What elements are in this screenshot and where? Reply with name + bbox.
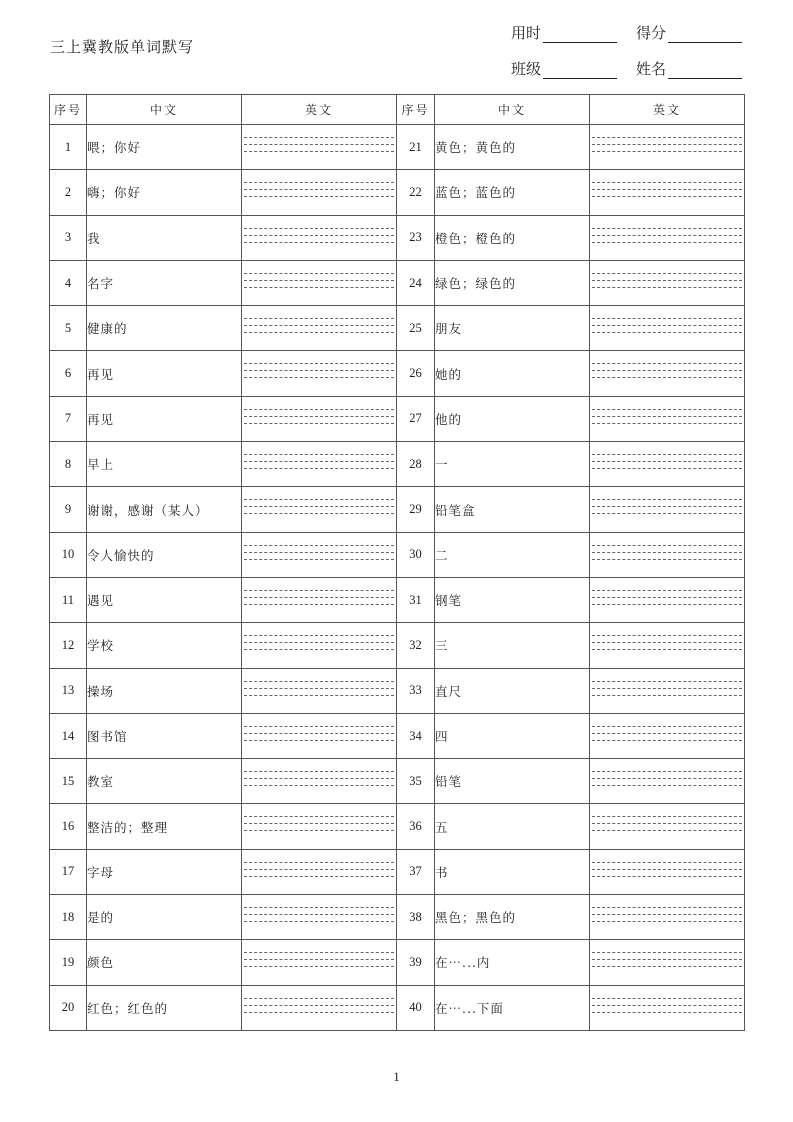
writing-guide-line xyxy=(592,823,742,824)
writing-guide-line xyxy=(592,332,742,333)
chinese-word: 铅笔盒 xyxy=(435,487,590,532)
writing-guide-line xyxy=(592,952,742,953)
worksheet-title: 三上冀教版单词默写 xyxy=(50,38,195,56)
writing-guide-line xyxy=(244,876,394,877)
row-number: 2 xyxy=(50,170,87,215)
row-number: 16 xyxy=(50,804,87,849)
writing-guide-line xyxy=(592,816,742,817)
row-number: 18 xyxy=(50,895,87,940)
writing-guide-line xyxy=(592,318,742,319)
writing-guide-line xyxy=(592,635,742,636)
english-answer-blank[interactable] xyxy=(242,577,397,622)
time-blank[interactable] xyxy=(543,24,617,43)
writing-guide-line xyxy=(592,830,742,831)
chinese-word: 名字 xyxy=(87,260,242,305)
writing-guide-line xyxy=(592,273,742,274)
chinese-word: 直尺 xyxy=(435,668,590,713)
table-row xyxy=(50,849,745,894)
writing-guide-line xyxy=(244,332,394,333)
writing-guide-line xyxy=(592,921,742,922)
writing-guide-line xyxy=(244,189,394,190)
name-field xyxy=(636,58,742,79)
writing-guide-line xyxy=(244,513,394,514)
table-row xyxy=(50,170,745,215)
row-number: 17 xyxy=(50,849,87,894)
english-answer-blank[interactable] xyxy=(590,940,745,985)
column-header-chinese: 中文 xyxy=(87,95,242,125)
table-row xyxy=(50,125,745,170)
writing-guide-line xyxy=(244,681,394,682)
score-label: 得分 xyxy=(636,24,667,42)
chinese-word: 学校 xyxy=(87,623,242,668)
table-row xyxy=(50,713,745,758)
row-number: 34 xyxy=(397,713,435,758)
writing-guide-line xyxy=(592,1005,742,1006)
chinese-word: 整洁的；整理 xyxy=(87,804,242,849)
writing-guide-line xyxy=(592,461,742,462)
chinese-word: 钢笔 xyxy=(435,577,590,622)
english-answer-blank[interactable] xyxy=(242,125,397,170)
writing-guide-line xyxy=(244,952,394,953)
chinese-word: 她的 xyxy=(435,351,590,396)
writing-guide-line xyxy=(244,280,394,281)
table-row xyxy=(50,306,745,351)
column-header-english: 英文 xyxy=(590,95,745,125)
writing-guide-line xyxy=(244,545,394,546)
writing-guide-line xyxy=(244,740,394,741)
row-number: 33 xyxy=(397,668,435,713)
writing-guide-line xyxy=(592,228,742,229)
row-number: 21 xyxy=(397,125,435,170)
column-header-english: 英文 xyxy=(242,95,397,125)
english-answer-blank[interactable] xyxy=(590,260,745,305)
name-blank[interactable] xyxy=(668,60,742,79)
english-answer-blank[interactable] xyxy=(590,985,745,1030)
english-answer-blank[interactable] xyxy=(242,849,397,894)
chinese-word: 在⋯...下面 xyxy=(435,985,590,1030)
english-answer-blank[interactable] xyxy=(242,306,397,351)
row-number: 28 xyxy=(397,442,435,487)
row-number: 23 xyxy=(397,215,435,260)
writing-guide-line xyxy=(244,318,394,319)
writing-guide-line xyxy=(592,740,742,741)
row-number: 22 xyxy=(397,170,435,215)
english-answer-blank[interactable] xyxy=(590,623,745,668)
writing-guide-line xyxy=(244,966,394,967)
writing-guide-line xyxy=(244,778,394,779)
chinese-word: 四 xyxy=(435,713,590,758)
writing-guide-line xyxy=(244,325,394,326)
writing-guide-line xyxy=(592,771,742,772)
vocabulary-table xyxy=(49,94,745,1031)
row-number: 8 xyxy=(50,442,87,487)
row-number: 37 xyxy=(397,849,435,894)
table-row xyxy=(50,351,745,396)
writing-guide-line xyxy=(244,635,394,636)
table-row xyxy=(50,895,745,940)
column-header-number: 序号 xyxy=(397,95,435,125)
row-number: 11 xyxy=(50,577,87,622)
row-number: 20 xyxy=(50,985,87,1030)
writing-guide-line xyxy=(244,363,394,364)
english-answer-blank[interactable] xyxy=(242,351,397,396)
writing-guide-line xyxy=(244,151,394,152)
writing-guide-line xyxy=(592,182,742,183)
writing-guide-line xyxy=(244,416,394,417)
chinese-word: 橙色；橙色的 xyxy=(435,215,590,260)
table-row xyxy=(50,442,745,487)
table-row xyxy=(50,577,745,622)
score-field xyxy=(636,22,742,43)
table-row xyxy=(50,215,745,260)
writing-guide-line xyxy=(244,499,394,500)
chinese-word: 铅笔 xyxy=(435,759,590,804)
chinese-word: 他的 xyxy=(435,396,590,441)
english-answer-blank[interactable] xyxy=(242,170,397,215)
writing-guide-line xyxy=(592,377,742,378)
row-number: 19 xyxy=(50,940,87,985)
english-answer-blank[interactable] xyxy=(242,260,397,305)
chinese-word: 再见 xyxy=(87,351,242,396)
writing-guide-line xyxy=(592,726,742,727)
writing-guide-line xyxy=(244,921,394,922)
chinese-word: 我 xyxy=(87,215,242,260)
writing-guide-line xyxy=(244,590,394,591)
writing-guide-line xyxy=(244,597,394,598)
table-row xyxy=(50,985,745,1030)
table-row xyxy=(50,759,745,804)
row-number: 13 xyxy=(50,668,87,713)
english-answer-blank[interactable] xyxy=(242,215,397,260)
english-answer-blank[interactable] xyxy=(242,442,397,487)
english-answer-blank[interactable] xyxy=(590,351,745,396)
english-answer-blank[interactable] xyxy=(242,804,397,849)
chinese-word: 教室 xyxy=(87,759,242,804)
chinese-word: 五 xyxy=(435,804,590,849)
row-number: 14 xyxy=(50,713,87,758)
writing-guide-line xyxy=(244,862,394,863)
table-row xyxy=(50,260,745,305)
chinese-word: 二 xyxy=(435,532,590,577)
writing-guide-line xyxy=(244,461,394,462)
row-number: 9 xyxy=(50,487,87,532)
english-answer-blank[interactable] xyxy=(242,940,397,985)
english-answer-blank[interactable] xyxy=(590,849,745,894)
chinese-word: 喂；你好 xyxy=(87,125,242,170)
writing-guide-line xyxy=(244,409,394,410)
writing-guide-line xyxy=(244,816,394,817)
chinese-word: 图书馆 xyxy=(87,713,242,758)
writing-guide-line xyxy=(592,468,742,469)
chinese-word: 绿色；绿色的 xyxy=(435,260,590,305)
row-number: 26 xyxy=(397,351,435,396)
row-number: 10 xyxy=(50,532,87,577)
writing-guide-line xyxy=(244,235,394,236)
writing-guide-line xyxy=(592,151,742,152)
english-answer-blank[interactable] xyxy=(590,532,745,577)
writing-guide-line xyxy=(592,959,742,960)
chinese-word: 操场 xyxy=(87,668,242,713)
writing-guide-line xyxy=(592,235,742,236)
table-row xyxy=(50,487,745,532)
writing-guide-line xyxy=(592,416,742,417)
writing-guide-line xyxy=(244,559,394,560)
writing-guide-line xyxy=(592,552,742,553)
row-number: 12 xyxy=(50,623,87,668)
writing-guide-line xyxy=(244,688,394,689)
writing-guide-line xyxy=(592,785,742,786)
writing-guide-line xyxy=(592,966,742,967)
writing-guide-line xyxy=(244,228,394,229)
writing-guide-line xyxy=(244,144,394,145)
english-answer-blank[interactable] xyxy=(242,759,397,804)
writing-guide-line xyxy=(244,454,394,455)
chinese-word: 嗨；你好 xyxy=(87,170,242,215)
writing-guide-line xyxy=(244,907,394,908)
writing-guide-line xyxy=(592,242,742,243)
row-number: 38 xyxy=(397,895,435,940)
page-number: 1 xyxy=(393,1069,400,1084)
writing-guide-line xyxy=(592,869,742,870)
writing-guide-line xyxy=(244,273,394,274)
writing-guide-line xyxy=(244,370,394,371)
row-number: 40 xyxy=(397,985,435,1030)
chinese-word: 遇见 xyxy=(87,577,242,622)
row-number: 30 xyxy=(397,532,435,577)
english-answer-blank[interactable] xyxy=(242,985,397,1030)
writing-guide-line xyxy=(592,144,742,145)
table-row xyxy=(50,623,745,668)
chinese-word: 朋友 xyxy=(435,306,590,351)
chinese-word: 令人愉快的 xyxy=(87,532,242,577)
chinese-word: 三 xyxy=(435,623,590,668)
writing-guide-line xyxy=(244,649,394,650)
writing-guide-line xyxy=(244,182,394,183)
writing-guide-line xyxy=(592,409,742,410)
row-number: 36 xyxy=(397,804,435,849)
writing-guide-line xyxy=(592,604,742,605)
writing-guide-line xyxy=(592,914,742,915)
writing-guide-line xyxy=(244,642,394,643)
writing-guide-line xyxy=(592,325,742,326)
chinese-word: 红色；红色的 xyxy=(87,985,242,1030)
chinese-word: 字母 xyxy=(87,849,242,894)
writing-guide-line xyxy=(592,545,742,546)
row-number: 24 xyxy=(397,260,435,305)
writing-guide-line xyxy=(592,280,742,281)
english-answer-blank[interactable] xyxy=(590,487,745,532)
english-answer-blank[interactable] xyxy=(242,396,397,441)
table-row xyxy=(50,396,745,441)
row-number: 4 xyxy=(50,260,87,305)
writing-guide-line xyxy=(592,499,742,500)
writing-guide-line xyxy=(244,1012,394,1013)
class-blank[interactable] xyxy=(543,60,617,79)
english-answer-blank[interactable] xyxy=(590,125,745,170)
chinese-word: 书 xyxy=(435,849,590,894)
row-number: 32 xyxy=(397,623,435,668)
column-header-number: 序号 xyxy=(50,95,87,125)
english-answer-blank[interactable] xyxy=(590,170,745,215)
english-answer-blank[interactable] xyxy=(242,895,397,940)
writing-guide-line xyxy=(592,998,742,999)
english-answer-blank[interactable] xyxy=(590,804,745,849)
chinese-word: 谢谢，感谢（某人） xyxy=(87,487,242,532)
time-field xyxy=(511,22,617,43)
writing-guide-line xyxy=(244,914,394,915)
writing-guide-line xyxy=(244,830,394,831)
writing-guide-line xyxy=(244,869,394,870)
row-number: 5 xyxy=(50,306,87,351)
table-row xyxy=(50,668,745,713)
class-label: 班级 xyxy=(511,60,542,78)
row-number: 25 xyxy=(397,306,435,351)
chinese-word: 在⋯...内 xyxy=(435,940,590,985)
writing-guide-line xyxy=(244,506,394,507)
english-answer-blank[interactable] xyxy=(590,396,745,441)
english-answer-blank[interactable] xyxy=(590,306,745,351)
chinese-word: 是的 xyxy=(87,895,242,940)
english-answer-blank[interactable] xyxy=(242,713,397,758)
writing-guide-line xyxy=(244,1005,394,1006)
row-number: 27 xyxy=(397,396,435,441)
writing-guide-line xyxy=(244,823,394,824)
chinese-word: 黑色；黑色的 xyxy=(435,895,590,940)
writing-guide-line xyxy=(244,552,394,553)
english-answer-blank[interactable] xyxy=(242,532,397,577)
writing-guide-line xyxy=(592,688,742,689)
english-answer-blank[interactable] xyxy=(590,577,745,622)
writing-guide-line xyxy=(592,506,742,507)
writing-guide-line xyxy=(592,196,742,197)
writing-guide-line xyxy=(244,423,394,424)
english-answer-blank[interactable] xyxy=(590,759,745,804)
writing-guide-line xyxy=(592,1012,742,1013)
row-number: 29 xyxy=(397,487,435,532)
table-row xyxy=(50,804,745,849)
english-answer-blank[interactable] xyxy=(590,442,745,487)
writing-guide-line xyxy=(244,377,394,378)
english-answer-blank[interactable] xyxy=(242,623,397,668)
row-number: 6 xyxy=(50,351,87,396)
chinese-word: 健康的 xyxy=(87,306,242,351)
row-number: 35 xyxy=(397,759,435,804)
writing-guide-line xyxy=(244,604,394,605)
table-row xyxy=(50,940,745,985)
writing-guide-line xyxy=(244,242,394,243)
writing-guide-line xyxy=(244,959,394,960)
writing-guide-line xyxy=(592,597,742,598)
writing-guide-line xyxy=(244,998,394,999)
writing-guide-line xyxy=(592,778,742,779)
writing-guide-line xyxy=(244,733,394,734)
column-header-chinese: 中文 xyxy=(435,95,590,125)
chinese-word: 蓝色；蓝色的 xyxy=(435,170,590,215)
chinese-word: 早上 xyxy=(87,442,242,487)
english-answer-blank[interactable] xyxy=(590,713,745,758)
writing-guide-line xyxy=(592,649,742,650)
row-number: 3 xyxy=(50,215,87,260)
writing-guide-line xyxy=(592,559,742,560)
writing-guide-line xyxy=(592,733,742,734)
writing-guide-line xyxy=(592,363,742,364)
writing-guide-line xyxy=(244,468,394,469)
writing-guide-line xyxy=(244,287,394,288)
writing-guide-line xyxy=(592,907,742,908)
writing-guide-line xyxy=(592,513,742,514)
chinese-word: 再见 xyxy=(87,396,242,441)
writing-guide-line xyxy=(244,695,394,696)
writing-guide-line xyxy=(592,423,742,424)
row-number: 31 xyxy=(397,577,435,622)
chinese-word: 颜色 xyxy=(87,940,242,985)
row-number: 39 xyxy=(397,940,435,985)
writing-guide-line xyxy=(592,862,742,863)
writing-guide-line xyxy=(244,196,394,197)
table-header-row xyxy=(50,95,745,125)
writing-guide-line xyxy=(244,771,394,772)
writing-guide-line xyxy=(592,454,742,455)
writing-guide-line xyxy=(592,189,742,190)
writing-guide-line xyxy=(592,695,742,696)
writing-guide-line xyxy=(592,590,742,591)
writing-guide-line xyxy=(592,642,742,643)
english-answer-blank[interactable] xyxy=(242,487,397,532)
writing-guide-line xyxy=(244,726,394,727)
score-blank[interactable] xyxy=(668,24,742,43)
chinese-word: 黄色；黄色的 xyxy=(435,125,590,170)
english-answer-blank[interactable] xyxy=(590,668,745,713)
row-number: 15 xyxy=(50,759,87,804)
writing-guide-line xyxy=(244,137,394,138)
english-answer-blank[interactable] xyxy=(590,215,745,260)
english-answer-blank[interactable] xyxy=(590,895,745,940)
writing-guide-line xyxy=(244,785,394,786)
writing-guide-line xyxy=(592,137,742,138)
chinese-word: 一 xyxy=(435,442,590,487)
row-number: 1 xyxy=(50,125,87,170)
time-label: 用时 xyxy=(511,24,542,42)
english-answer-blank[interactable] xyxy=(242,668,397,713)
class-field xyxy=(511,58,617,79)
name-label: 姓名 xyxy=(636,60,667,78)
table-row xyxy=(50,532,745,577)
writing-guide-line xyxy=(592,287,742,288)
row-number: 7 xyxy=(50,396,87,441)
writing-guide-line xyxy=(592,681,742,682)
writing-guide-line xyxy=(592,370,742,371)
writing-guide-line xyxy=(592,876,742,877)
